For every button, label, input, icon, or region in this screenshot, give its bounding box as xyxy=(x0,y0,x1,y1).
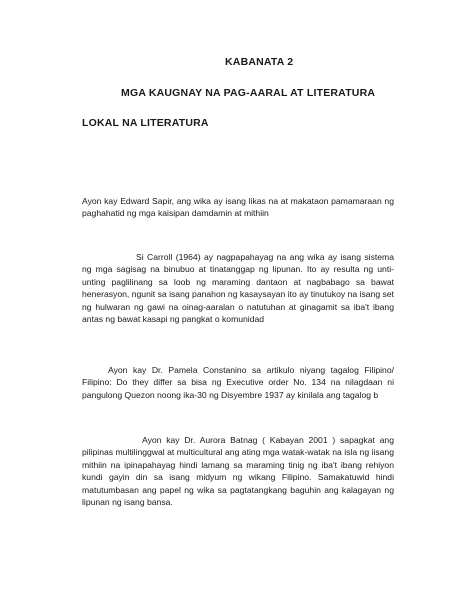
chapter-title: MGA KAUGNAY NA PAG-AARAL AT LITERATURA xyxy=(121,87,376,99)
chapter-heading: KABANATA 2 xyxy=(225,56,294,68)
paragraph-constantino: Ayon kay Dr. Pamela Constanino sa artikulo niyang tagalog Filipino/ Filipino: Do they differ sa bisa ng Executive order No. 134 na nilagdaan ni pangulong Quezon noong ika-30 ng Disyembre 1937 ay kinilala ang tagalog b xyxy=(82,365,394,400)
paragraph-batnag: Ayon kay Dr. Aurora Batnag ( Kabayan 2001 ) sapagkat ang pilipinas multilinggwal at multicultural ang ating mga watak-watak na isla ng iisang mithiin na ipinapahayag hindi lamang sa maraming tinig ng iba't ibang rehiyon kundi gayin din sa isang midyum ng wikang Filipino. Samakatuwid hindi matutumbasan ang papel ng wika sa pagtatangkang baguhin ang kalagayan ng lipunan ng isang bansa. xyxy=(82,435,394,508)
section-heading: LOKAL NA LITERATURA xyxy=(82,117,209,129)
paragraph-sapir: Ayon kay Edward Sapir, ang wika ay isang likas na at makataon pamamaraan ng paghahatid ng mga kaisipan damdamin at mithiin xyxy=(82,196,394,219)
paragraph-carroll: Si Carroll (1964) ay nagpapahayag na ang wika ay isang sistema ng mga sagisag na binubuo at tinatanggap ng lipunan. Ito ay resulta ng unti-unting paglilinang sa loob ng maraming dantaon at nagbabago sa bawat henerasyon, ngunit sa isang panahon ng kasaysayan ito ay tinutukoy na isang set ng hulwaran ng gawi na oinag-aaralan o natutuhan at ginagamit sa iba't ibang antas ng bawat kasapi ng pangkat o komunidad xyxy=(82,252,394,325)
